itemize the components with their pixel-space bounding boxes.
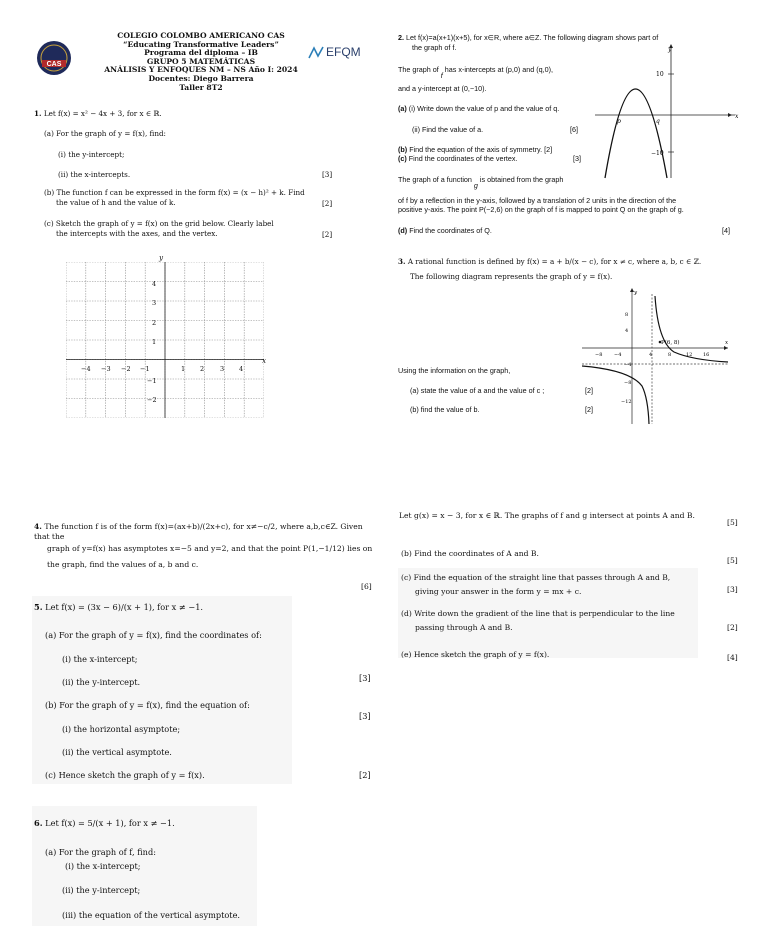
q6-part-a-i: (i) the x-intercept; bbox=[65, 861, 141, 871]
q3-curve-left bbox=[582, 366, 649, 424]
q2-g-line bbox=[398, 175, 564, 190]
q3-number: 3. bbox=[398, 257, 406, 266]
q7-e-marks: [4] bbox=[727, 653, 738, 662]
q4-text-1: The function f is of the form f(x)=(ax+b)/(2x+c), for x≠−c/2, where a,b,c∈Z. Given that the bbox=[34, 522, 363, 541]
efqm-logo: EFQM bbox=[308, 44, 364, 62]
q2-b-label: (b) bbox=[398, 145, 408, 154]
q6-number: 6. bbox=[34, 818, 43, 828]
q1-part-a-i: (i) the y-intercept; bbox=[58, 150, 125, 159]
q3-ytick: 4 bbox=[625, 328, 629, 334]
q1-ytick: 4 bbox=[152, 280, 157, 288]
q5-part-a-ii: (ii) the y-intercept. bbox=[62, 677, 141, 687]
q3-ytick: −4 bbox=[624, 362, 632, 368]
q1-xtick: 1 bbox=[181, 365, 186, 373]
program-name: Programa del diploma – IB bbox=[144, 48, 258, 58]
q7-d-marks: [2] bbox=[727, 623, 738, 632]
q2-a-marks: [6] bbox=[570, 125, 578, 134]
q3-stem bbox=[398, 257, 738, 266]
q1-xtick: 2 bbox=[200, 365, 205, 373]
school-name: COLEGIO COLOMBO AMERICANO CAS bbox=[117, 31, 285, 40]
q2-g-sym: g bbox=[473, 181, 478, 190]
q6-part-a-iii: (iii) the equation of the vertical asymptote. bbox=[62, 910, 241, 920]
q1-stem-line bbox=[34, 109, 334, 118]
q3-stem-2: The following diagram represents the graph of y = f(x). bbox=[410, 272, 613, 281]
q7-part-c-2: giving your answer in the form y = mx + c. bbox=[415, 587, 582, 596]
q7-m1: [5] bbox=[727, 518, 738, 527]
q1-x-label: x bbox=[262, 356, 267, 365]
q2-g-text-3: of f by a reflection in the y-axis, followed by a translation of 2 units in the direction of the bbox=[398, 196, 677, 205]
q1-a-marks: [3] bbox=[322, 170, 333, 179]
q3-y-label: y bbox=[634, 290, 638, 296]
q3-xtick: 12 bbox=[686, 352, 693, 358]
q2-graph-f: f bbox=[440, 71, 443, 80]
q5-number: 5. bbox=[34, 602, 43, 612]
q5-part-b-ii: (ii) the vertical asymptote. bbox=[62, 747, 172, 757]
q3-xtick: −4 bbox=[614, 352, 622, 358]
q2-c-text: Find the coordinates of the vertex. bbox=[408, 154, 518, 163]
q1-part-b: (b) The function f can be expressed in the form f(x) = (x − h)² + k. Find bbox=[44, 188, 305, 197]
q3-xtick: 16 bbox=[703, 352, 710, 358]
q2-x-arrow bbox=[728, 113, 732, 117]
q5-c-marks: [2] bbox=[359, 770, 371, 780]
q2-label-q: q bbox=[656, 118, 660, 125]
q2-part-d bbox=[398, 226, 492, 235]
q2-c-label: (c) bbox=[398, 154, 407, 163]
q3-xtick: 4 bbox=[649, 352, 653, 358]
q3-part-a: (a) state the value of a and the value of c ; bbox=[410, 386, 545, 395]
q1-y-label: y bbox=[159, 253, 164, 262]
q3-ytick: −12 bbox=[621, 399, 632, 405]
q7-part-e: (e) Hence sketch the graph of y = f(x). bbox=[401, 650, 550, 659]
q6-part-a-ii: (ii) the y-intercept; bbox=[62, 885, 141, 895]
svg-text:CAS: CAS bbox=[46, 61, 62, 68]
q2-d-text: Find the coordinates of Q. bbox=[409, 226, 492, 235]
q1-answer-grid bbox=[66, 262, 267, 418]
q1-xtick: −1 bbox=[140, 365, 150, 373]
q1-part-c: (c) Sketch the graph of y = f(x) on the grid below. Clearly label bbox=[44, 219, 274, 228]
q5-part-b: (b) For the graph of y = f(x), find the equation of: bbox=[45, 700, 250, 710]
q1-ytick: −1 bbox=[147, 377, 157, 385]
q5-a-marks: [3] bbox=[359, 673, 371, 683]
q2-g-text-4: positive y-axis. The point P(−2,6) on the graph of f is mapped to point Q on the graph of g. bbox=[398, 205, 684, 214]
q1-xtick: 3 bbox=[220, 365, 225, 373]
q2-parabola bbox=[605, 89, 667, 178]
q1-part-b-2: the value of h and the value of k. bbox=[56, 198, 176, 207]
header-block bbox=[96, 32, 306, 92]
workshop-title: Taller 8T2 bbox=[179, 82, 223, 92]
q2-graph-text-2: has x-intercepts at (p,0) and (q,0), bbox=[444, 65, 554, 74]
q6-part-a: (a) For the graph of f, find: bbox=[45, 847, 156, 857]
q4-marks: [6] bbox=[361, 582, 372, 591]
q2-part-a-ii: (ii) Find the value of a. bbox=[412, 125, 484, 134]
q7-line-1: Let g(x) = x − 3, for x ∈ ℝ. The graphs of f and g intersect at points A and B. bbox=[399, 511, 695, 520]
q7-b-marks: [5] bbox=[727, 556, 738, 565]
q5-part-c: (c) Hence sketch the graph of y = f(x). bbox=[45, 770, 205, 780]
q3-part-b: (b) find the value of b. bbox=[410, 405, 480, 414]
q3-ytick: 8 bbox=[625, 312, 629, 318]
q6-stem-line bbox=[34, 818, 175, 829]
q1-xtick: −3 bbox=[101, 365, 111, 373]
q1-xtick: 4 bbox=[239, 365, 244, 373]
q2-yint: and a y-intercept at (0,−10). bbox=[398, 84, 487, 93]
q1-c-marks: [2] bbox=[322, 230, 333, 239]
q1-xtick: −4 bbox=[81, 365, 91, 373]
q1-ytick: 1 bbox=[152, 338, 157, 346]
q2-label-p: p bbox=[617, 118, 621, 125]
q5-part-a: (a) For the graph of y = f(x), find the coordinates of: bbox=[45, 630, 262, 640]
q2-tick-10: 10 bbox=[656, 71, 664, 78]
q6-stem: Let f(x) = 5/(x + 1), for x ≠ −1. bbox=[45, 818, 175, 828]
course-name: ANÁLISIS Y ENFOQUES NM – NS Año I: 2024 bbox=[104, 65, 298, 75]
q4-line-3: the graph, find the values of a, b and c. bbox=[47, 560, 199, 569]
q2-label-y: y bbox=[668, 46, 672, 53]
q5-stem: Let f(x) = (3x − 6)/(x + 1), for x ≠ −1. bbox=[45, 602, 204, 612]
q2-graph-line bbox=[398, 65, 554, 80]
q3-xtick: 8 bbox=[668, 352, 672, 358]
teachers: Docentes: Diego Barrera bbox=[148, 73, 254, 83]
q1-ytick: 2 bbox=[152, 319, 157, 327]
q3-rational-graph bbox=[582, 286, 732, 426]
q5-stem-line bbox=[34, 602, 203, 613]
q3-x-label: x bbox=[725, 340, 729, 346]
q2-a-i-text: (i) Write down the value of p and the value of q. bbox=[408, 104, 560, 113]
q7-c-marks: [3] bbox=[727, 585, 738, 594]
q5-part-b-i: (i) the horizontal asymptote; bbox=[62, 724, 181, 734]
group-name: GRUPO 5 MATEMÁTICAS bbox=[146, 56, 256, 66]
q1-part-a-ii: (ii) the x-intercepts. bbox=[58, 170, 131, 179]
q3-xtick: −8 bbox=[595, 352, 603, 358]
q1-part-c-2: the intercepts with the axes, and the vertex. bbox=[56, 229, 218, 238]
q7-part-d-2: passing through A and B. bbox=[415, 623, 513, 632]
q3-b-marks: [2] bbox=[585, 405, 593, 414]
q2-g-text-2: is obtained from the graph bbox=[479, 175, 564, 184]
q2-b-text: Find the equation of the axis of symmetry. bbox=[409, 145, 543, 154]
q3-point-label: P(6, 8) bbox=[661, 340, 680, 346]
q2-g-text-1: The graph of a function bbox=[398, 175, 472, 184]
q3-stem-text: A rational function is defined by f(x) = a + b/(x − c), for x ≠ c, where a, b, c ∈ ℤ. bbox=[407, 257, 702, 266]
q1-ytick: −2 bbox=[147, 396, 157, 404]
q7-part-c: (c) Find the equation of the straight line that passes through A and B, bbox=[401, 573, 671, 582]
q3-a-marks: [2] bbox=[585, 386, 593, 395]
q2-part-c bbox=[398, 154, 581, 163]
school-logo bbox=[36, 40, 72, 76]
q4-line-1 bbox=[34, 522, 379, 542]
q4-number: 4. bbox=[34, 522, 42, 531]
school-motto: “Educating Transformative Leaders” bbox=[123, 39, 279, 49]
q3-ytick: −8 bbox=[624, 380, 632, 386]
q1-xtick: −2 bbox=[121, 365, 131, 373]
q2-number: 2. bbox=[398, 33, 404, 42]
q7-part-b: (b) Find the coordinates of A and B. bbox=[401, 549, 539, 558]
q7-part-d: (d) Write down the gradient of the line that is perpendicular to the line bbox=[401, 609, 675, 618]
q1-stem: Let f(x) = x² − 4x + 3, for x ∈ ℝ. bbox=[43, 109, 162, 118]
q2-part-b bbox=[398, 145, 552, 154]
q2-c-marks: [3] bbox=[573, 154, 581, 163]
q2-tick-m10: −10 bbox=[651, 150, 664, 157]
q1-b-marks: [2] bbox=[322, 199, 333, 208]
q2-stem-text: Let f(x)=a(x+1)(x+5), for x∈R, where a∈Z. The following diagram shows part of bbox=[406, 33, 659, 42]
q2-d-label: (d) bbox=[398, 226, 408, 235]
q1-part-a: (a) For the graph of y = f(x), find: bbox=[44, 129, 166, 138]
q5-part-a-i: (i) the x-intercept; bbox=[62, 654, 138, 664]
q2-parabola-graph bbox=[595, 40, 745, 180]
q2-label-x: x bbox=[735, 113, 739, 120]
q2-b-marks: [2] bbox=[544, 145, 553, 154]
q2-a-label: (a) bbox=[398, 104, 407, 113]
q2-d-marks: [4] bbox=[722, 226, 730, 235]
q2-graph-text-1: The graph of bbox=[398, 65, 439, 74]
q2-part-a-i bbox=[398, 104, 559, 113]
q5-b-marks: [3] bbox=[359, 711, 371, 721]
q3-using: Using the information on the graph, bbox=[398, 366, 511, 375]
q1-number: 1. bbox=[34, 109, 42, 118]
q1-ytick: 3 bbox=[152, 299, 157, 307]
q4-line-2: graph of y=f(x) has asymptotes x=−5 and y=2, and that the point P(1,−1/12) lies on bbox=[47, 544, 373, 553]
q2-stem-2: the graph of f. bbox=[412, 43, 457, 52]
